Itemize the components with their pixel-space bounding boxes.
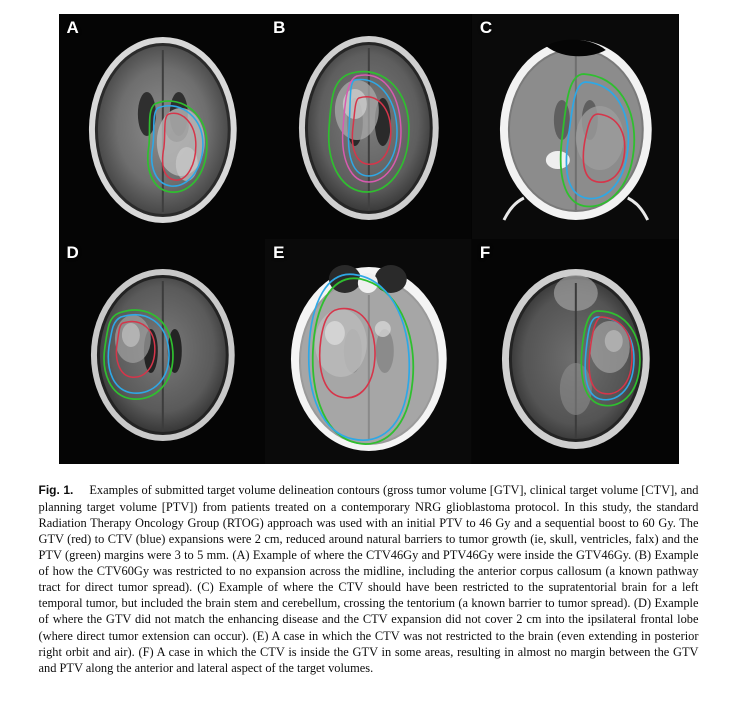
panel-e-image xyxy=(265,239,472,464)
figure-panel-a xyxy=(59,14,266,239)
panel-label-d: D xyxy=(66,243,80,262)
panel-label-e: E xyxy=(273,243,285,262)
panel-label-f: F xyxy=(479,243,491,262)
panel-d-image xyxy=(59,239,266,464)
figure-panel-e xyxy=(265,239,472,464)
panel-c-image xyxy=(472,14,679,239)
panel-label-c: C xyxy=(479,18,493,37)
panel-b-image xyxy=(265,14,472,239)
figure-image-grid xyxy=(59,14,679,464)
figure-panel-c xyxy=(472,14,679,239)
panel-f-image xyxy=(472,239,679,464)
figure-caption-text: Examples of submitted target volume delineation contours (gross tumor volume [GTV], clinical target volume [CTV], and planning target volume [PTV]) from patients treated on a contemporary NRG glioblastoma protocol. In this study, the standard Radiation Therapy Oncology Group (RTOG) approach was used with an initial PTV to 46 Gy and a sequential boost to 60 Gy. The GTV (red) to CTV (blue) expansions were 2 cm, reduced around natural barriers to tumor growth (ie, skull, ventricles, falx) and the PTV (green) margins were 3 to 5 mm. (A) Example of where the CTV46Gy and PTV46Gy were inside the GTV46Gy. (B) Example of how the CTV60Gy was restricted to no expansion across the midline, including the anterior corpus callosum (a known pathway tract for direct tumor spread). (C) Example of where the CTV should have been restricted to the supratentorial brain for a left temporal tumor, but included the brain stem and cerebellum, crossing the tentorium (a known barrier to tumor spread). (D) Example of where the GTV did not match the enhancing disease and the CTV expansion did not cover 2 cm into the ipsilateral frontal lobe (where direct tumor extension can occur). (E) A case in which the CTV was not restricted to the brain (even extending in posterior right orbit and air). (F) A case in which the CTV is inside the GTV in some areas, resulting in almost no margin between the GTV and PTV along the anterior and lateral aspect of the target volumes. xyxy=(38,483,699,675)
figure-number: Fig. 1. xyxy=(38,483,74,497)
panel-label-b: B xyxy=(273,18,286,37)
panel-a-image xyxy=(59,14,266,239)
figure-panel-b xyxy=(265,14,472,239)
figure-caption xyxy=(39,482,699,676)
figure-panel-d xyxy=(59,239,266,464)
figure-panel-f xyxy=(472,239,679,464)
panel-label-a: A xyxy=(66,18,80,37)
